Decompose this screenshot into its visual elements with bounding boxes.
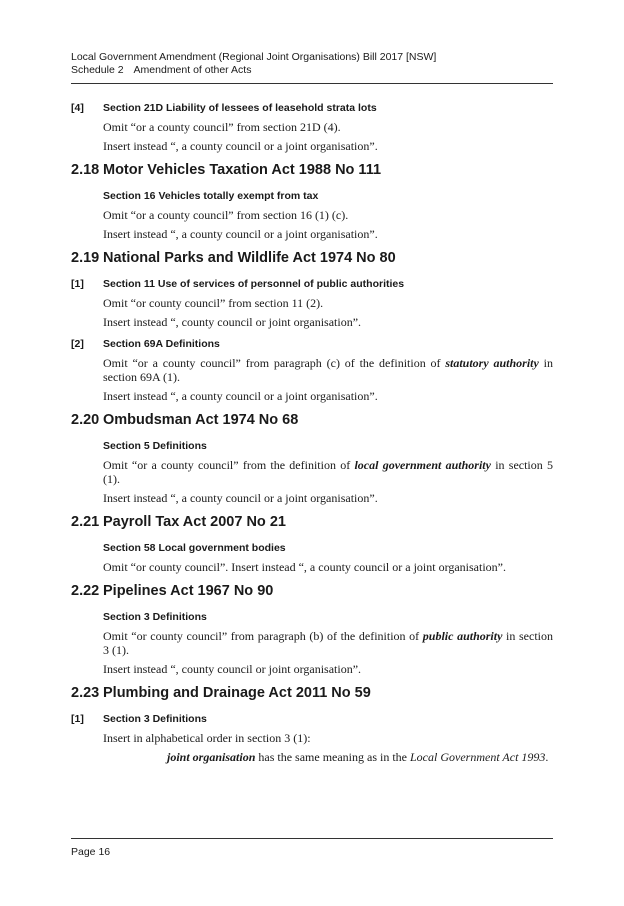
- section-title: Motor Vehicles Taxation Act 1988 No 111: [103, 162, 382, 178]
- page-content: [71, 101, 553, 772]
- schedule-number: Schedule 2: [71, 64, 124, 76]
- defined-term: statutory authority: [445, 356, 539, 370]
- item-heading: Section 16 Vehicles totally exempt from tax: [103, 190, 319, 202]
- section-heading: [71, 684, 553, 702]
- amendment-item: [71, 439, 553, 505]
- insert-instruction: Insert instead “, a county council or a joint organisation”.: [103, 389, 378, 403]
- item-number: [4]: [71, 102, 84, 114]
- inserted-definition: [71, 750, 553, 764]
- header-rule: [71, 83, 553, 84]
- insert-instruction: Insert instead “, a county council or a joint organisation”.: [103, 227, 378, 241]
- section-2-20: [71, 411, 553, 505]
- item-number: [2]: [71, 338, 84, 350]
- section-number: 2.21: [71, 514, 100, 530]
- instruction-text: Omit “or a county council” from paragraph (c) of the definition of: [103, 356, 446, 370]
- item-heading: Section 3 Definitions: [103, 611, 207, 623]
- omit-insert-instruction: Omit “or county council”. Insert instead “, a county council or a joint organisation”.: [103, 560, 506, 574]
- item-heading: [71, 277, 553, 291]
- amendment-item: [71, 541, 553, 574]
- item-heading: Section 58 Local government bodies: [103, 542, 286, 554]
- item-heading: [71, 337, 553, 351]
- section-heading: [71, 582, 553, 600]
- omit-instruction: Omit “or a county council” from section 21D (4).: [103, 120, 341, 134]
- definition-text: .: [545, 750, 549, 764]
- instruction-text: in section 5 (1).: [103, 458, 554, 486]
- definition-text: has the same meaning as in the: [255, 750, 410, 764]
- section-number: 2.18: [71, 162, 100, 178]
- item-number: [1]: [71, 278, 84, 290]
- section-title: Ombudsman Act 1974 No 68: [103, 412, 299, 428]
- section-title: Payroll Tax Act 2007 No 21: [103, 514, 286, 530]
- insert-instruction: Insert instead “, a county council or a joint organisation”.: [103, 139, 378, 153]
- section-number: 2.20: [71, 412, 100, 428]
- amendment-item: [71, 337, 553, 403]
- insert-instruction: Insert instead “, county council or joint organisation”.: [103, 315, 362, 329]
- running-header: [71, 51, 436, 77]
- section-heading: [71, 411, 553, 429]
- amendment-item: [71, 101, 553, 153]
- item-number: [1]: [71, 713, 84, 725]
- section-2-22: [71, 582, 553, 676]
- item-title: Section 3 Definitions: [103, 713, 207, 725]
- insert-instruction: Insert instead “, county council or joint organisation”.: [103, 662, 362, 676]
- amendment-item: [71, 277, 553, 329]
- defined-term: public authority: [422, 629, 503, 643]
- item-heading: Section 5 Definitions: [103, 440, 207, 452]
- amendment-item: [71, 610, 553, 676]
- section-2-23: [71, 684, 553, 764]
- omit-instruction: Omit “or a county council” from section 16 (1) (c).: [103, 208, 349, 222]
- omit-instruction: [71, 629, 553, 657]
- insert-instruction: Insert instead “, a county council or a joint organisation”.: [103, 491, 378, 505]
- schedule-title: Amendment of other Acts: [133, 64, 252, 76]
- omit-instruction: [71, 458, 553, 486]
- instruction-text: Omit “or a county council” from the definition of: [103, 458, 355, 472]
- item-title: Section 11 Use of services of personnel of public authorities: [103, 278, 405, 290]
- section-heading: [71, 161, 553, 179]
- page-number: Page 16: [71, 846, 111, 858]
- insert-instruction: Insert in alphabetical order in section 3 (1):: [103, 731, 311, 745]
- instruction-text: Omit “or county council” from paragraph (b) of the definition of: [103, 629, 423, 643]
- bill-title: Local Government Amendment (Regional Joint Organisations) Bill 2017 [NSW]: [71, 51, 437, 63]
- amendment-item: [71, 712, 553, 764]
- omit-instruction: [71, 356, 553, 384]
- section-2-18: [71, 161, 553, 241]
- footer-rule: [71, 838, 553, 839]
- defined-term: local government authority: [354, 458, 491, 472]
- item-heading: [71, 712, 553, 726]
- instruction-text: in section 69A (1).: [103, 356, 553, 384]
- section-heading: [71, 249, 553, 267]
- section-title: Pipelines Act 1967 No 90: [103, 583, 274, 599]
- instruction-text: in section 3 (1).: [103, 629, 553, 657]
- omit-instruction: Omit “or county council” from section 11 (2).: [103, 296, 324, 310]
- item-heading: [71, 101, 553, 115]
- act-reference: Local Government Act 1993: [410, 750, 546, 764]
- section-number: 2.19: [71, 250, 100, 266]
- section-number: 2.23: [71, 685, 100, 701]
- schedule-line: [71, 64, 436, 77]
- section-2-19: [71, 249, 553, 403]
- section-title: National Parks and Wildlife Act 1974 No 80: [103, 250, 396, 266]
- section-number: 2.22: [71, 583, 100, 599]
- section-2-21: [71, 513, 553, 574]
- section-title: Plumbing and Drainage Act 2011 No 59: [103, 685, 371, 701]
- amendment-item: [71, 189, 553, 241]
- section-heading: [71, 513, 553, 531]
- item-title: Section 21D Liability of lessees of leasehold strata lots: [103, 102, 377, 114]
- item-title: Section 69A Definitions: [103, 338, 220, 350]
- defined-term: joint organisation: [167, 750, 256, 764]
